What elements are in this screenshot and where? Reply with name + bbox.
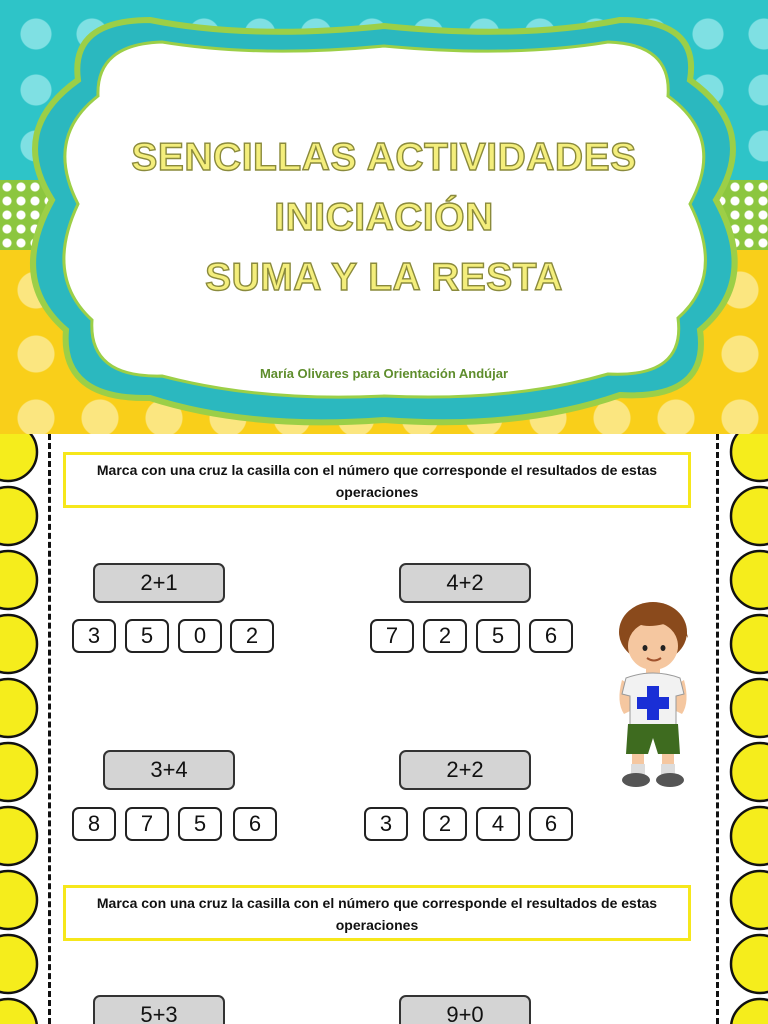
operation-label: 9+0: [399, 995, 531, 1024]
instruction-box-2: Marca con una cruz la casilla con el número que corresponde el resultados de estas operaciones: [63, 885, 691, 941]
answer-checkbox[interactable]: 7: [370, 619, 414, 653]
cover-panel: [0, 0, 768, 434]
answer-checkbox[interactable]: 3: [72, 619, 116, 653]
answer-checkbox[interactable]: 3: [364, 807, 408, 841]
right-scallop-border: [728, 434, 768, 1024]
answer-checkbox[interactable]: 5: [476, 619, 520, 653]
boy-with-plus-sign-illustration: [608, 602, 698, 792]
operation-label: 2+2: [399, 750, 531, 790]
instruction-box-1: Marca con una cruz la casilla con el número que corresponde el resultados de estas operaciones: [63, 452, 691, 508]
answer-checkbox[interactable]: 2: [423, 807, 467, 841]
answer-checkbox[interactable]: 0: [178, 619, 222, 653]
right-dashed-line: [716, 434, 719, 1024]
cover-title-line-3: SUMA Y LA RESTA: [205, 256, 563, 299]
operation-label: 5+3: [93, 995, 225, 1024]
answer-checkbox[interactable]: 4: [476, 807, 520, 841]
left-dashed-line: [48, 434, 51, 1024]
answer-checkbox[interactable]: 6: [233, 807, 277, 841]
answer-checkbox[interactable]: 7: [125, 807, 169, 841]
cover-title-line-1: SENCILLAS ACTIVIDADES: [131, 136, 637, 179]
left-scallop-border: [0, 434, 40, 1024]
author-credit: María Olivares para Orientación Andújar: [259, 366, 509, 381]
answer-checkbox[interactable]: 8: [72, 807, 116, 841]
operation-label: 3+4: [103, 750, 235, 790]
cover-title-line-2: INICIACIÓN: [274, 196, 494, 239]
answer-checkbox[interactable]: 6: [529, 807, 573, 841]
operation-label: 4+2: [399, 563, 531, 603]
operation-label: 2+1: [93, 563, 225, 603]
answer-checkbox[interactable]: 5: [125, 619, 169, 653]
worksheet-page: [0, 434, 768, 1024]
answer-checkbox[interactable]: 2: [230, 619, 274, 653]
answer-checkbox[interactable]: 2: [423, 619, 467, 653]
answer-checkbox[interactable]: 5: [178, 807, 222, 841]
answer-checkbox[interactable]: 6: [529, 619, 573, 653]
